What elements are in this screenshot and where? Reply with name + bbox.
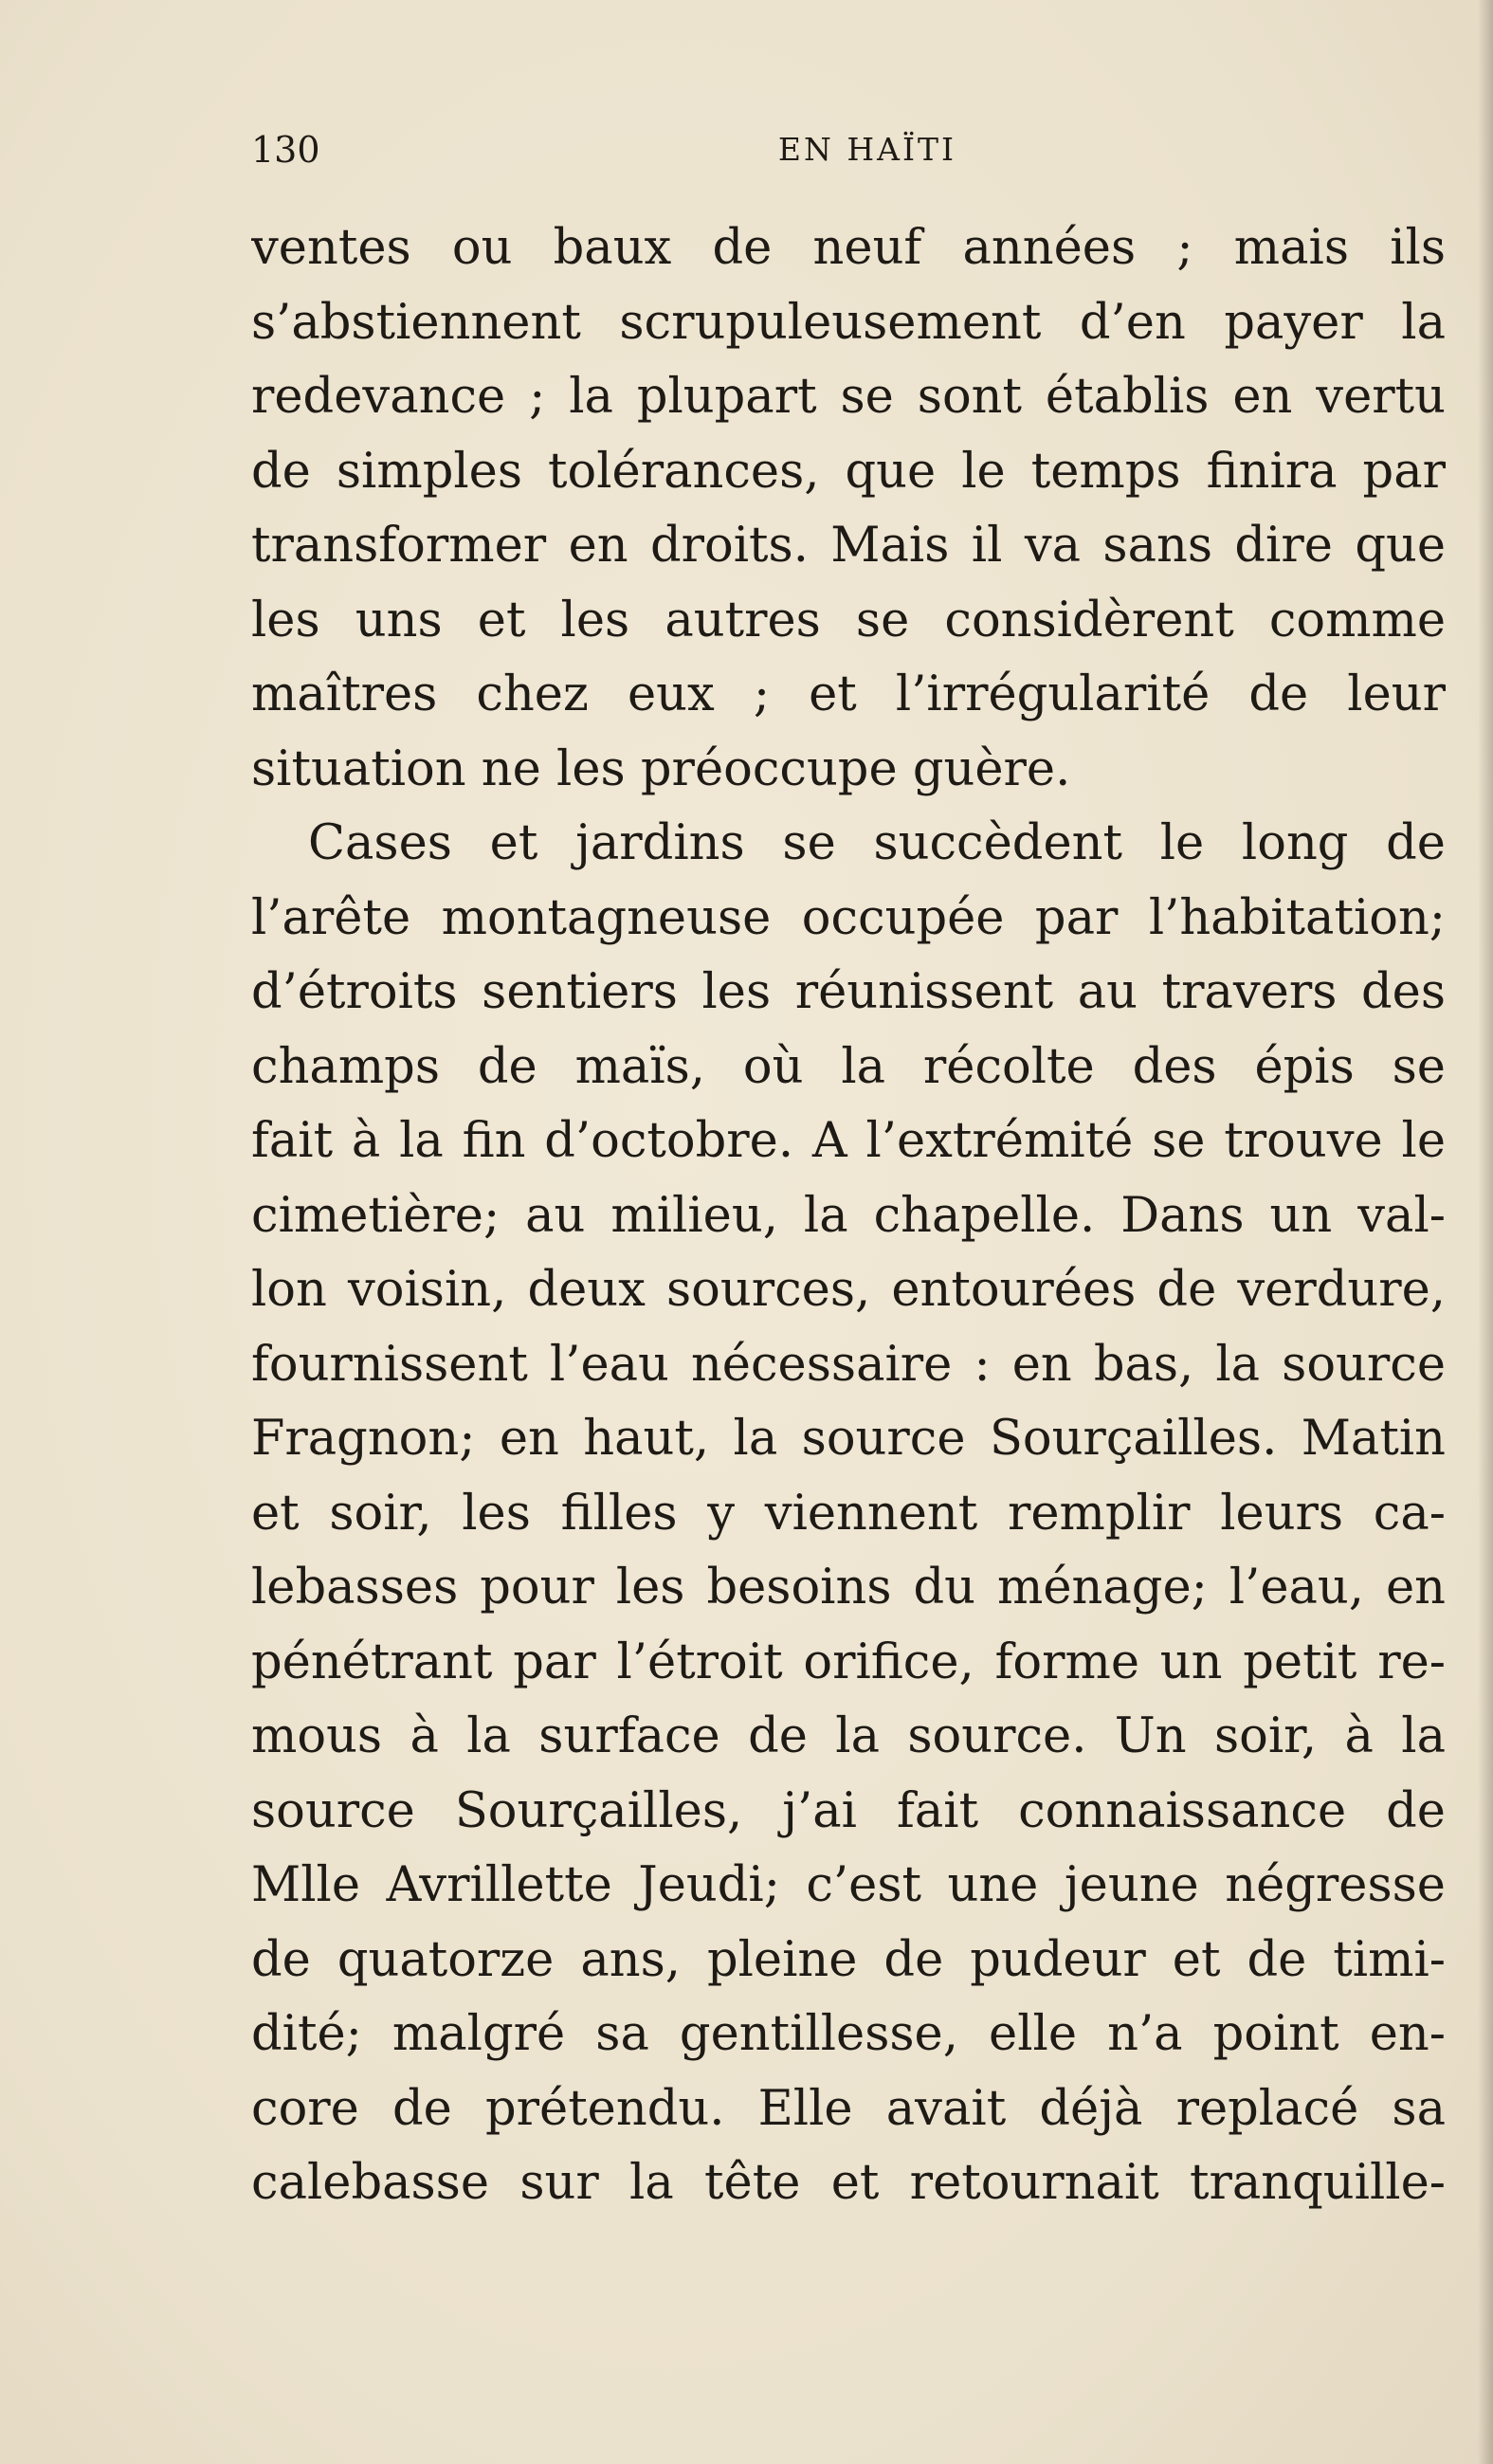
text-line: champs de maïs, où la récolte des épis se <box>251 1038 1446 1095</box>
page-edge-shadow <box>1478 0 1493 2464</box>
text-line: dité; malgré sa gentillesse, elle n’a point en- <box>251 2006 1446 2062</box>
text-line: cimetière; au milieu, la chapelle. Dans un val- <box>251 1187 1446 1244</box>
text-line: calebasse sur la tête et retournait tranquille- <box>251 2155 1446 2211</box>
text-line: lon voisin, deux sources, entourées de verdure, <box>251 1262 1446 1318</box>
text-line: pénétrant par l’étroit orifice, forme un petit re- <box>251 1634 1446 1690</box>
text-line: lebasses pour les besoins du ménage; l’eau, en <box>251 1560 1446 1615</box>
text-line: mous à la surface de la source. Un soir, à la <box>251 1708 1446 1764</box>
body-text <box>251 211 1446 2221</box>
text-line: situation ne les préoccupe guère. <box>251 740 1071 797</box>
text-line: redevance ; la plupart se sont établis en vertu <box>251 369 1446 425</box>
text-line: core de prétendu. Elle avait déjà replacé sa <box>251 2080 1446 2137</box>
text-line: et soir, les filles y viennent remplir leurs ca- <box>251 1485 1446 1542</box>
text-line: les uns et les autres se considèrent comme <box>251 592 1446 648</box>
text-line: fait à la fin d’octobre. A l’extrémité se trouve le <box>251 1113 1446 1169</box>
page-number: 130 <box>251 129 320 171</box>
text-line: Fragnon; en haut, la source Sourçailles. Matin <box>251 1411 1446 1467</box>
page-header <box>251 121 1446 178</box>
text-line: de simples tolérances, que le temps finira par <box>251 443 1446 500</box>
text-line: l’arête montagneuse occupée par l’habitation; <box>251 889 1446 946</box>
text-line: de quatorze ans, pleine de pudeur et de timi- <box>251 1931 1446 1988</box>
text-line: Cases et jardins se succèdent le long de <box>308 815 1446 871</box>
text-line: transformer en droits. Mais il va sans dire que <box>251 518 1446 574</box>
text-line: source Sourçailles, j’ai fait connaissance de <box>251 1782 1446 1839</box>
text-line: s’abstiennent scrupuleusement d’en payer la <box>251 294 1446 351</box>
text-line: ventes ou baux de neuf années ; mais ils <box>251 220 1446 276</box>
text-line: maîtres chez eux ; et l’irrégularité de leur <box>251 666 1446 722</box>
text-line: Mlle Avrillette Jeudi; c’est une jeune négresse <box>251 1857 1446 1913</box>
running-head: EN HAÏTI <box>777 131 957 168</box>
text-line: fournissent l’eau nécessaire : en bas, la source <box>251 1336 1446 1393</box>
text-line: d’étroits sentiers les réunissent au travers des <box>251 964 1446 1020</box>
